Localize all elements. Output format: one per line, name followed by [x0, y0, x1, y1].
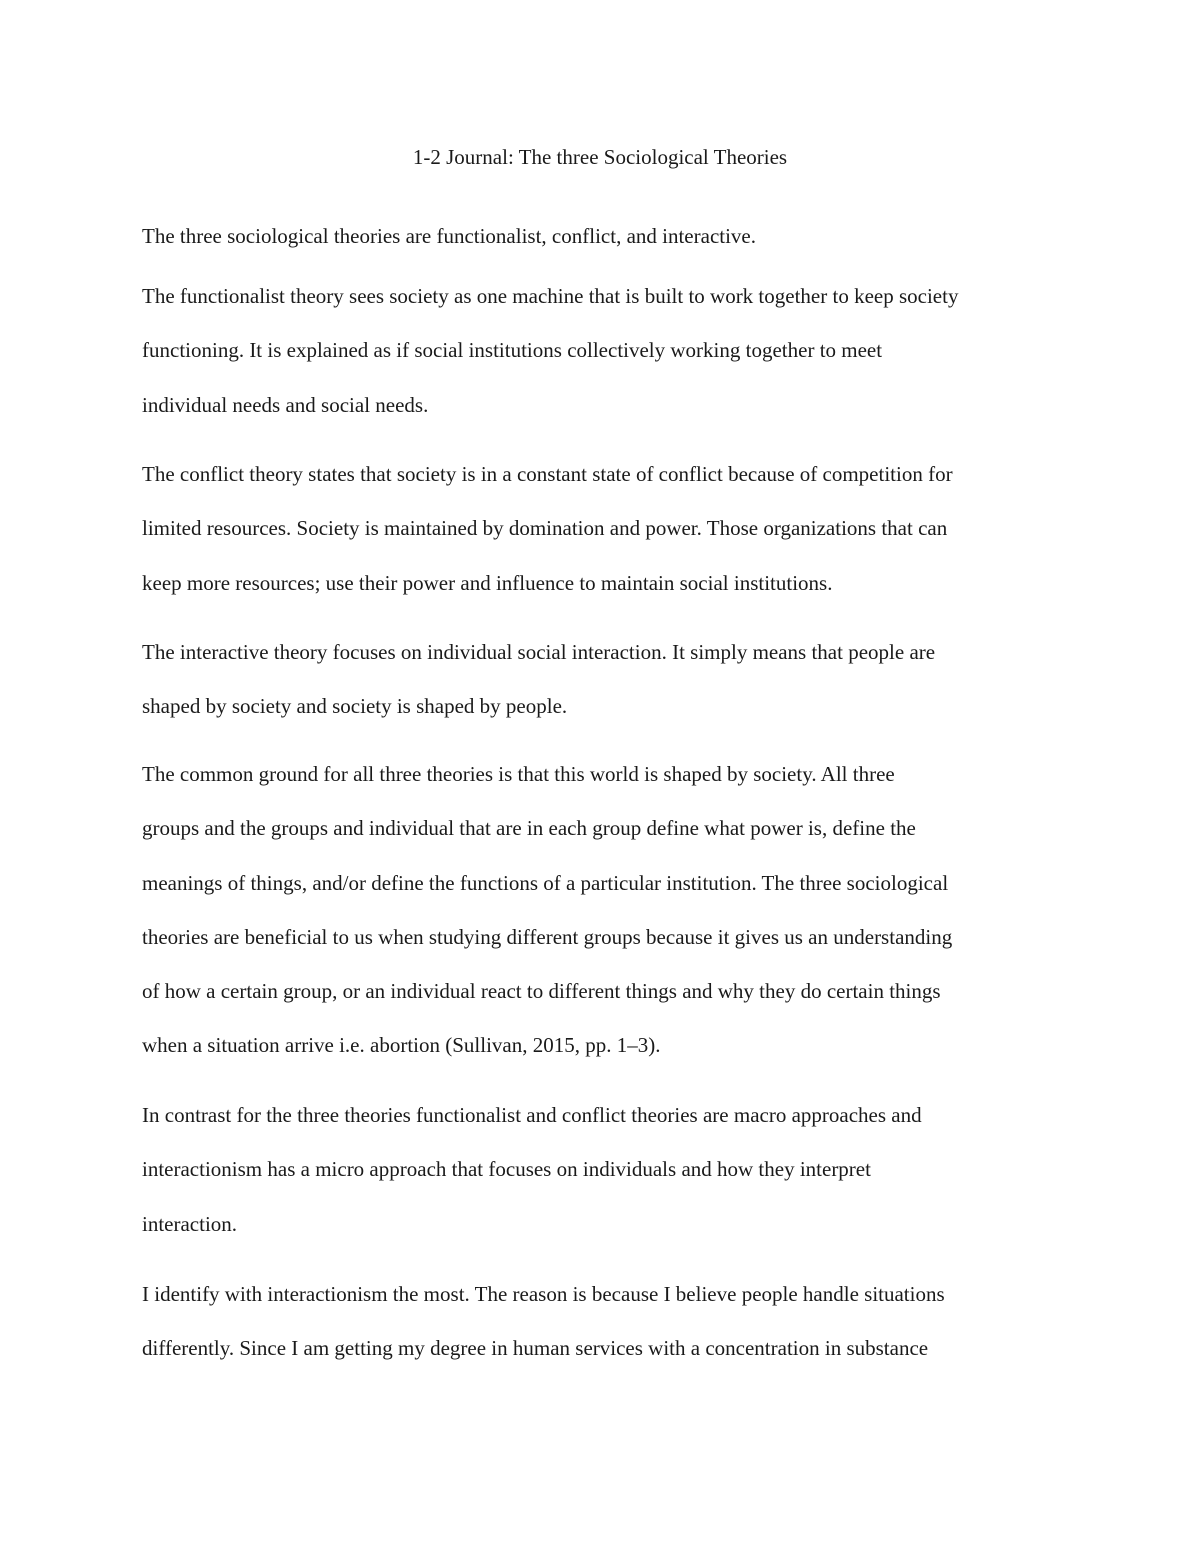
paragraph-common-ground	[142, 747, 1072, 1073]
text-line: I identify with interactionism the most. The reason is because I believe people handle situations	[142, 1282, 945, 1306]
paragraph-interactive	[142, 625, 1072, 734]
text-line: interactionism has a micro approach that focuses on individuals and how they interpret	[142, 1157, 871, 1182]
text-line: The functionalist theory sees society as one machine that is built to work together to keep society	[142, 284, 959, 308]
text-line: shaped by society and society is shaped by people.	[142, 694, 568, 719]
text-line: The three sociological theories are functionalist, conflict, and interactive.	[142, 224, 757, 248]
paragraph-intro	[142, 209, 1072, 263]
text-line: The interactive theory focuses on individual social interaction. It simply means that people are	[142, 640, 936, 664]
text-line: of how a certain group, or an individual react to different things and why they do certain things	[142, 979, 941, 1004]
text-line: keep more resources; use their power and influence to maintain social institutions.	[142, 570, 833, 595]
text-line: limited resources. Society is maintained by domination and power. Those organizations that can	[142, 516, 948, 541]
text-line: differently. Since I am getting my degree in human services with a concentration in substance	[142, 1336, 929, 1361]
text-line: The conflict theory states that society is in a constant state of conflict because of competition for	[142, 462, 953, 486]
text-line: In contrast for the three theories functionalist and conflict theories are macro approaches and	[142, 1103, 922, 1127]
text-line: meanings of things, and/or define the functions of a particular institution. The three sociological	[142, 870, 949, 895]
paragraph-conflict	[142, 447, 1072, 610]
text-line: functioning. It is explained as if social institutions collectively working together to meet	[142, 338, 883, 363]
text-line: interaction.	[142, 1211, 238, 1236]
text-line: The common ground for all three theories is that this world is shaped by society. All three	[142, 762, 895, 786]
document-title: 1-2 Journal: The three Sociological Theories	[412, 145, 788, 169]
text-line: when a situation arrive i.e. abortion (Sullivan, 2015, pp. 1–3).	[142, 1033, 661, 1058]
paragraph-identify	[142, 1267, 1072, 1376]
paragraph-functionalist	[142, 269, 1072, 432]
text-line: groups and the groups and individual that are in each group define what power is, define the	[142, 816, 916, 841]
paragraph-contrast	[142, 1088, 1072, 1251]
text-line: individual needs and social needs.	[142, 392, 429, 417]
text-line: theories are beneficial to us when studying different groups because it gives us an understanding	[142, 924, 953, 949]
